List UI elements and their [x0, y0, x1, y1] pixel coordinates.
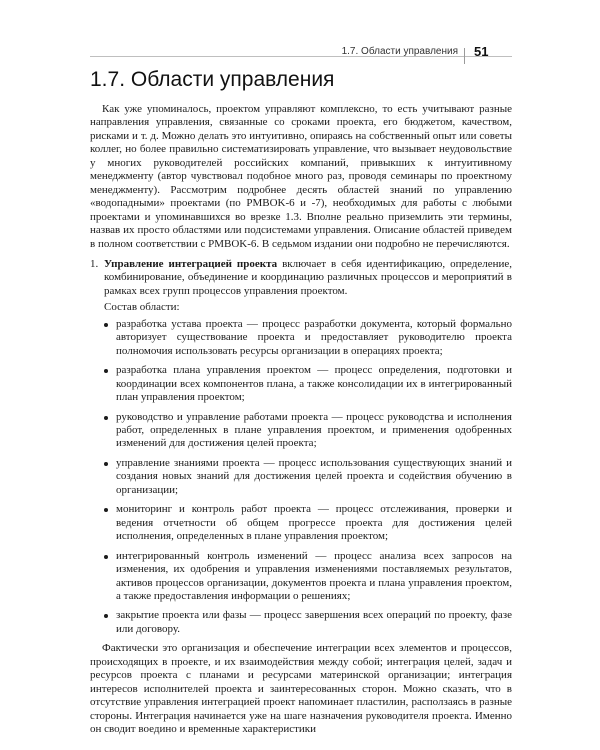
bullet-dot-icon — [104, 369, 108, 373]
process-bullet: мониторинг и контроль работ проекта — процесс отслеживания, проверки и ведения отчетности об общем прогрессе проекта для достижения целей исполнения, определенных в плане управления проектом; — [90, 503, 512, 543]
item-title: Управление интеграцией проекта — [104, 257, 278, 270]
page-number: 51 — [474, 44, 489, 59]
knowledge-areas-list — [90, 258, 512, 298]
bullet-dot-icon — [104, 555, 108, 559]
process-bullet: управление знаниями проекта — процесс использования существующих знаний и создания новых знаний для достижения целей проекта и содействия обучению в организации; — [90, 457, 512, 497]
intro-paragraph: Как уже упоминалось, проектом управляют комплексно, то есть учитывают разные направления управления, связанные со сроками проекта, его бюджетом, качеством, рисками и т. д. Можно делать это интуитивно, опираясь на собственный опыт или советы коллег, но более правильно систематизировать управление, что вызывает неудовольствие у многих руководителей российских компаний, привыкших к интуитивному менеджменту (автор чувствовал подобное много раз, проводя семинары по проектному менеджменту). Рассмотрим подробнее десять областей знаний по управлению «водопадными» проектами (по PMBOK-6 и -7), необходимых для работы с любыми проектами и упоминавшихся во врезке 1.3. Вполне реально приземлить эти термины, назвав их просто областями или подсистемами управления. Описание областей приведем в полном соответствии с PMBOK-6. В седьмом издании они подробно не перечисляются. — [90, 103, 512, 250]
running-header — [0, 40, 600, 64]
bullet-dot-icon — [104, 462, 108, 466]
process-bullet: разработка устава проекта — процесс разработки документа, который формально авторизует существование проекта и предоставляет руководителю проекта полномочия использовать ресурсы организации в операциях проекта; — [90, 318, 512, 358]
composition-label: Состав области: — [104, 301, 180, 314]
process-bullet: разработка плана управления проектом — процесс определения, подготовки и координации всех компонентов плана, а также консолидации их в интегрированный план управления проектом; — [90, 364, 512, 404]
process-bullet-list — [90, 318, 512, 637]
process-bullet: закрытие проекта или фазы — процесс завершения всех операций по проекту, фазе или договору. — [90, 609, 512, 636]
item-number: 1. — [90, 257, 99, 270]
knowledge-area-item — [90, 258, 512, 298]
integration-summary-paragraph: Фактически это организация и обеспечение интеграции всех элементов и процессов, происходящих в проекте, и их взаимодействия между собой; интеграция целей, задач и ресурсов проекта с планами и ресурсами материнской организации; интеграция интересов исполнителей проекта и заинтересованных сторон. Можно сказать, что в отсутствие управления интеграцией проект напоминает пластилин, расползаясь в разные стороны. Интеграция начинается уже на шаге назначения руководителя проекта. Именно он сводит воедино и временные характеристики — [90, 642, 512, 736]
item-description: включает в себя идентификацию, определение, комбинирование, объединение и координацию различных процессов и мероприятий в рамках всех групп процессов управления проектом. — [104, 257, 512, 297]
header-separator — [464, 48, 465, 64]
process-bullet: руководство и управление работами проекта — процесс руководства и исполнения работ, определенных в плане управления проектом, и применения одобренных изменений для достижения целей проекта; — [90, 411, 512, 451]
process-bullet: интегрированный контроль изменений — процесс анализа всех запросов на изменения, их одобрения и управления изменениями поставляемых результатов, активов процессов организации, документов проекта и плана управления проектом, а также предоставления информации о решениях; — [90, 550, 512, 604]
bullet-dot-icon — [104, 614, 108, 618]
bullet-dot-icon — [104, 323, 108, 327]
page-content — [90, 67, 512, 736]
bullet-dot-icon — [104, 508, 108, 512]
section-heading: 1.7. Области управления — [90, 68, 335, 91]
bullet-dot-icon — [104, 416, 108, 420]
header-section-title: 1.7. Области управления — [341, 46, 458, 57]
